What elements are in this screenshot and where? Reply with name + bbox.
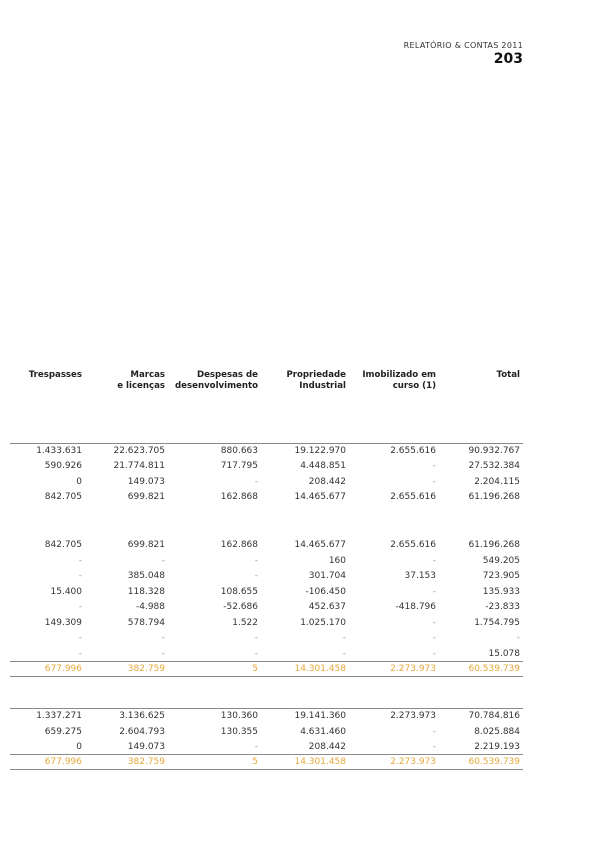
table-row [0,538,594,553]
table-cell: -23.833 [485,602,520,612]
table-cell: 4.448.851 [300,461,346,471]
table-cell: - [254,571,258,581]
table-row [0,475,594,490]
table-cell: - [254,633,258,643]
table-cell: 135.933 [482,587,520,597]
table-row [0,444,594,459]
table-cell: 1.337.271 [36,711,82,721]
table-cell: 382.759 [127,664,165,674]
table-cell: - [78,649,82,659]
table-cell: 301.704 [308,571,346,581]
table-cell: 677.996 [44,757,82,767]
table-cell: - [516,633,520,643]
table-cell: 1.025.170 [300,618,346,628]
table-cell: 2.655.616 [390,492,436,502]
table-row [0,740,594,755]
table-cell: 2.604.793 [119,727,165,737]
table-cell: -52.686 [223,602,258,612]
table-cell: 14.465.677 [294,492,346,502]
table-row [0,600,594,615]
table-cell: - [161,633,165,643]
table-cell: - [254,742,258,752]
table-cell: 14.301.458 [294,757,346,767]
table-cell: - [432,587,436,597]
table-cell: -418.796 [395,602,436,612]
column-header-propriedade: Propriedade Industrial [286,370,346,391]
table-cell: - [432,461,436,471]
table-row [0,459,594,474]
table-cell: 382.759 [127,757,165,767]
table-cell: - [161,649,165,659]
table-cell: - [78,633,82,643]
table-cell: 5 [252,757,258,767]
table-cell: 19.122.970 [294,446,346,456]
table-cell: 130.360 [220,711,258,721]
table-cell: 2.204.115 [474,477,520,487]
table-cell: 1.754.795 [474,618,520,628]
table-cell: 60.539.739 [468,664,520,674]
table-cell: - [432,649,436,659]
table-cell: 723.905 [482,571,520,581]
table-cell: 3.136.625 [119,711,165,721]
table-cell: 162.868 [220,540,258,550]
table-cell: - [78,556,82,566]
table-cell: 21.774.811 [113,461,165,471]
table-cell: 2.655.616 [390,540,436,550]
table-cell: - [432,618,436,628]
table-cell: 1.522 [232,618,258,628]
page-header [404,41,523,67]
table-cell: 590.926 [44,461,82,471]
table-cell: 208.442 [308,477,346,487]
table-cell: - [342,633,346,643]
column-header-imobilizado: Imobilizado em curso (1) [362,370,436,391]
table-cell: 19.141.360 [294,711,346,721]
table-cell: 160 [328,556,346,566]
table-cell: 1.433.631 [36,446,82,456]
table-cell: - [342,649,346,659]
table-cell: 2.273.973 [390,757,436,767]
table-cell: 15.078 [488,649,520,659]
table-cell: 22.623.705 [113,446,165,456]
table-cell: 578.794 [127,618,165,628]
table-cell: 452.637 [308,602,346,612]
table-cell: 14.301.458 [294,664,346,674]
table-row [0,725,594,740]
table-cell: - [161,556,165,566]
table-cell: 61.196.268 [468,492,520,502]
total-row [0,662,594,677]
table-cell: - [78,602,82,612]
table-cell: 2.219.193 [474,742,520,752]
table-row [0,647,594,662]
table-row [0,616,594,631]
table-cell: - [254,477,258,487]
table-cell: 549.205 [482,556,520,566]
table-cell: 37.153 [404,571,436,581]
table-cell: 14.465.677 [294,540,346,550]
table-cell: 2.273.973 [390,711,436,721]
table-cell: - [254,556,258,566]
table-cell: 699.821 [127,540,165,550]
table-cell: 208.442 [308,742,346,752]
table-cell: - [432,633,436,643]
column-header-trespasses: Trespasses [28,370,82,380]
table-row [0,569,594,584]
table-cell: 5 [252,664,258,674]
table-cell: 149.309 [44,618,82,628]
table-cell: 118.328 [127,587,165,597]
table-cell: 90.932.767 [468,446,520,456]
table-cell: 699.821 [127,492,165,502]
total-row [0,755,594,770]
column-header-total: Total [496,370,520,380]
table-cell: 4.631.460 [300,727,346,737]
table-cell: 659.275 [44,727,82,737]
table-cell: 149.073 [127,742,165,752]
table-cell: 0 [76,742,82,752]
table-cell: 677.996 [44,664,82,674]
table-cell: - [254,649,258,659]
table-cell: - [78,571,82,581]
table-cell: 149.073 [127,477,165,487]
table-cell: -4.988 [135,602,165,612]
page-number: 203 [493,51,523,67]
table-cell: 880.663 [220,446,258,456]
table-row [0,631,594,646]
column-header-marcas: Marcas e licenças [117,370,165,391]
table-cell: - [432,727,436,737]
table-cell: 70.784.816 [468,711,520,721]
table-row [0,554,594,569]
table-cell: - [432,477,436,487]
table-cell: 717.795 [220,461,258,471]
table-cell: - [432,556,436,566]
table-cell: 2.273.973 [390,664,436,674]
table-cell: 0 [76,477,82,487]
table-row [0,709,594,724]
column-header-despesas: Despesas de desenvolvimento [175,370,258,391]
table-cell: 130.355 [220,727,258,737]
table-cell: 2.655.616 [390,446,436,456]
table-cell: 27.532.384 [468,461,520,471]
table-cell: 842.705 [44,540,82,550]
table-cell: 842.705 [44,492,82,502]
table-cell: 15.400 [50,587,82,597]
table-cell: 162.868 [220,492,258,502]
table-header [0,370,594,400]
table-cell: 385.048 [127,571,165,581]
table-cell: -106.450 [305,587,346,597]
table-cell: 8.025.884 [474,727,520,737]
report-title: RELATÓRIO & CONTAS 2011 [403,41,523,50]
table-row [0,490,594,505]
table-cell: 61.196.268 [468,540,520,550]
table-row [0,585,594,600]
table-cell: 108.655 [220,587,258,597]
table-cell: 60.539.739 [468,757,520,767]
table-cell: - [432,742,436,752]
